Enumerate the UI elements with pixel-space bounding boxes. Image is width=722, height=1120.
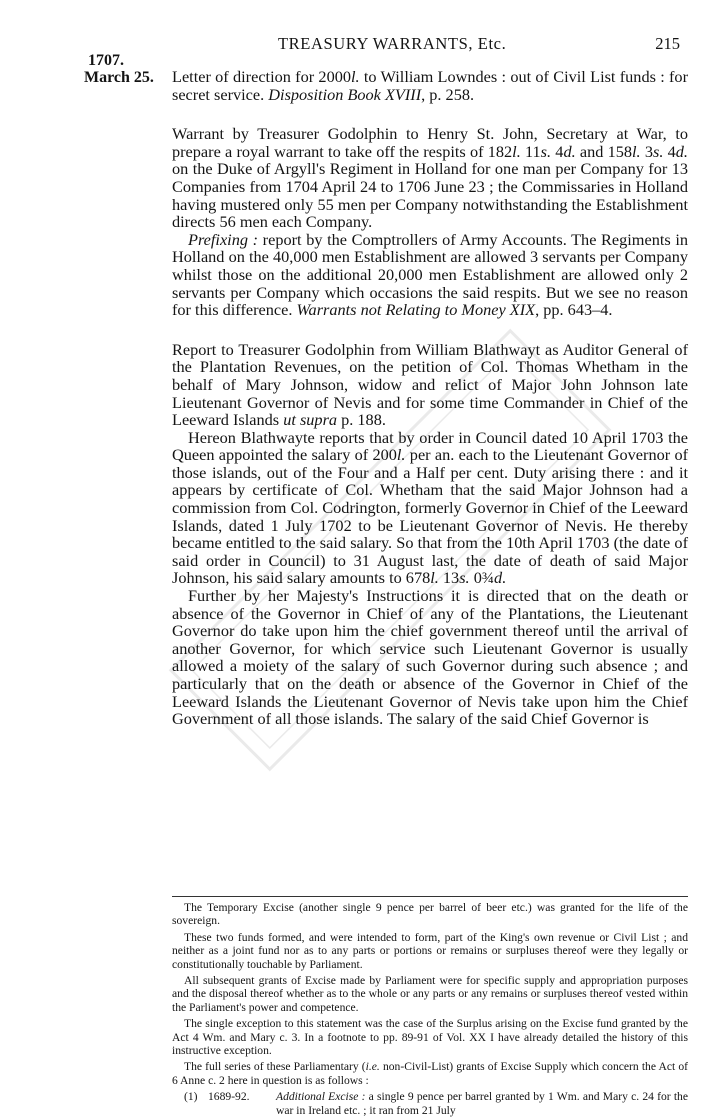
italic-run: i.e. [365, 1060, 380, 1074]
text-run: 0¾ [469, 568, 495, 588]
entries-body [172, 68, 688, 728]
italic-run: s. [653, 141, 664, 161]
italic-run: l. [632, 141, 641, 161]
entry-gap [172, 319, 688, 341]
italic-run: l. [512, 141, 521, 161]
footnote-rule [172, 896, 688, 897]
footnote-paragraph [172, 931, 688, 971]
text-run: 3 [640, 141, 653, 161]
text-run: Hereon Blathwayte reports that by order in Council dated 10 April 1703 the Queen appointed the salary of 200 [172, 427, 688, 465]
text-run: , pp. 643–4. [535, 300, 613, 320]
text-run: report by the Comptrollers of Army Accounts. The Regiments in Holland on the 40,000 men Establishment are allowed 3 servants per Company whilst those on the additional 20,000 men Establishment are allowed only 2 servants per Company which occasions the said respits. But we see no reason for this difference. [172, 229, 688, 320]
text-run: 4 [663, 141, 676, 161]
footnote-paragraph [172, 901, 688, 928]
text-run: p. 188. [337, 410, 386, 430]
italic-run: l. [351, 67, 360, 86]
italic-run: d. [675, 141, 688, 161]
text-run: Letter of direction for 2000 [172, 67, 351, 86]
italic-run: d. [563, 141, 576, 161]
italic-run: ut supra [283, 410, 338, 430]
list-title: Additional Excise : [276, 1090, 366, 1104]
entry-paragraph [172, 68, 688, 103]
text-run: All subsequent grants of Excise made by Parliament were for specific supply and appropriation purposes and the disposal thereof whether as to the whole or any parts or any remains or surpluses thereof vested within the Parliament's power and competence. [172, 974, 688, 1014]
text-run: 11 [520, 141, 541, 161]
list-year: 1689-92. [208, 1090, 250, 1104]
list-num: (1) [184, 1090, 198, 1104]
margin-year: 1707. [88, 52, 124, 69]
entry-gap [172, 103, 688, 125]
text-run: and 158 [575, 141, 633, 161]
running-head: TREASURY WARRANTS, Etc. [278, 34, 507, 53]
entry-paragraph [172, 429, 688, 587]
text-run: , p. 258. [421, 84, 475, 104]
text-run: per an. each to the Lieutenant Governor of those islands, out of the Four and a Half per cent. Duty arising there : and it appears by certificate of Col. Whetham that the said Major Johnson had a commission from Col. Codrington, formerly Governor in Chief of the Leeward Islands, dated 1 July 1702 to be Lieutenant Governor of Nevis. He thereby became entitled to the said salary. So that from the 10th April 1703 (the date of said order in Council) to 31 August last, the date of death of said Major Johnson, his said salary amounts to 678 [172, 445, 689, 588]
text-run: The Temporary Excise (another single 9 pence per barrel of beer etc.) was granted for the life of the sovereign. [172, 901, 688, 928]
entry-paragraph [172, 231, 688, 319]
footnote-list-item [172, 1090, 688, 1117]
italic-run: Disposition Book XVIII [268, 84, 422, 104]
text-run: non-Civil-List) grants of Excise Supply which concern the Act of 6 Anne c. 2 here in question is as follows : [172, 1060, 688, 1087]
text-run: 4 [551, 141, 564, 161]
page-number: 215 [655, 34, 680, 53]
entry-paragraph [172, 587, 688, 728]
text-run: The single exception to this statement was the case of the Surplus arising on the Excise fund granted by the Act 4 Wm. and Mary c. 3. In a footnote to pp. 89-91 of Vol. XX I have already detailed the history of this instructive exception. [172, 1017, 688, 1058]
margin-date: March 25. [84, 69, 154, 86]
text-run: 13 [438, 568, 460, 588]
text-run: The full series of these Parliamentary ( [184, 1060, 366, 1074]
page-header [88, 34, 700, 56]
text-run: These two funds formed, and were intended to form, part of the King's own revenue or Civil List ; and neither as a joint fund nor as to any parts or portions or remains or surpluses thereof were they legally or constitutionally touchable by Parliament. [172, 930, 688, 971]
footnote-paragraph [172, 1060, 688, 1087]
footnotes [172, 901, 688, 1120]
text-run: Warrant by Treasurer Godolphin to Henry St. John, Secretary at War, to prepare a royal warrant to take off the respits of 182 [172, 124, 688, 161]
italic-run: l. [396, 445, 406, 465]
italic-run: Warrants not Relating to Money XIX [296, 300, 536, 320]
text-run: Report to Treasurer Godolphin from William Blathwayt as Auditor General of the Plantation Revenues, on the petition of Col. Thomas Whetham in the behalf of Mary Johnson, widow and relict of Major John Johnson late Lieutenant Governor of Nevis and for some time Commander in Chief of the Leeward Islands [172, 339, 688, 430]
text-run: Further by her Majesty's Instructions it is directed that on the death or absence of the Governor in Chief of any of the Plantations, the Lieutenant Governor do take upon him the chief government thereof until the arrival of another Governor, for which service such Lieutenant Governor is usually allowed a moiety of the salary of such Governor during such absence ; and particularly that on the death or absence of the Governor in Chief of the Leeward Islands the Lieutenant Governor of Nevis take upon him the Chief Government of all those islands. The salary of the said Chief Governor is [172, 586, 688, 729]
list-text: a single 9 pence per barrel granted by 1 Wm. and Mary c. 24 for the war in Ireland etc. ; it ran from 21 July [276, 1090, 688, 1117]
italic-run: s. [540, 141, 552, 161]
italic-run: Prefixing : [188, 229, 259, 249]
footnote-paragraph [172, 974, 688, 1014]
text-run: to William Lowndes : out of Civil List funds : for secret service. [172, 67, 688, 104]
entry-paragraph [172, 125, 688, 231]
entry-paragraph [172, 341, 688, 429]
italic-run: s. [459, 568, 470, 588]
italic-run: d. [494, 568, 507, 588]
text-run: on the Duke of Argyll's Regiment in Holland for one man per Company for 13 Companies from 1704 April 24 to 1706 June 23 ; the Commissaries in Holland having mustered only 55 men per Company notwithstanding the Establishment directs 56 men each Company. [172, 159, 688, 232]
italic-run: l. [430, 568, 439, 588]
footnote-paragraph [172, 1017, 688, 1057]
